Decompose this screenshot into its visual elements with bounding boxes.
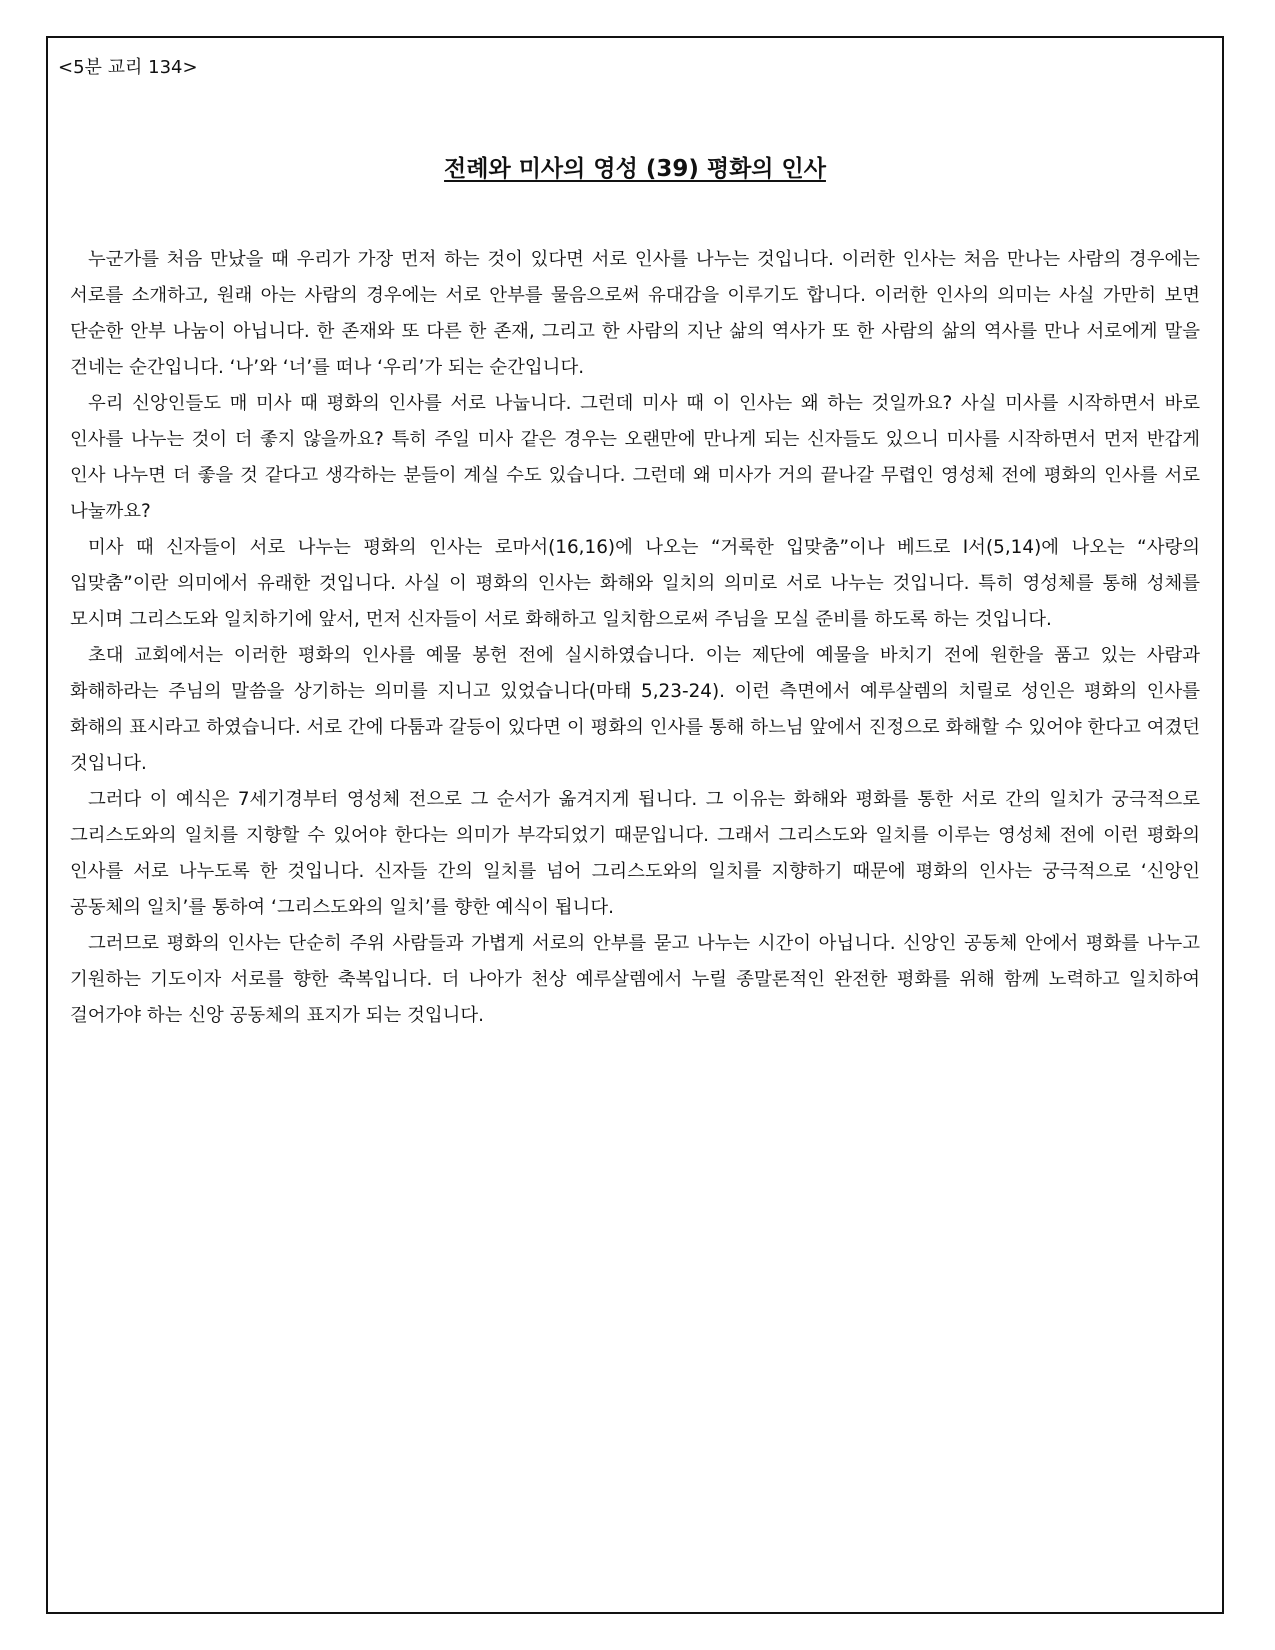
body-paragraph-2: 우리 신앙인들도 매 미사 때 평화의 인사를 서로 나눕니다. 그런데 미사 때 이 인사는 왜 하는 것일까요? 사실 미사를 시작하면서 바로 인사를 나누는 것이 더 좋지 않을까요? 특히 주일 미사 같은 경우는 오랜만에 만나게 되는 신자들도 있으니 미사를 시작하면서 먼저 반갑게 인사 나누면 더 좋을 것 같다고 생각하는 분들이 계실 수도 있습니다. 그런데 왜 미사가 거의 끝나갈 무렵인 영성체 전에 평화의 인사를 서로 나눌까요? [70, 393, 1200, 522]
document-body [70, 242, 1200, 1034]
body-paragraph-5: 그러다 이 예식은 7세기경부터 영성체 전으로 그 순서가 옮겨지게 됩니다. 그 이유는 화해와 평화를 통한 서로 간의 일치가 궁극적으로 그리스도와의 일치를 지향할 수 있어야 한다는 의미가 부각되었기 때문입니다. 그래서 그리스도와 일치를 이루는 영성체 전에 이런 평화의 인사를 서로 나누도록 한 것입니다. 신자들 간의 일치를 넘어 그리스도와의 일치를 지향하기 때문에 평화의 인사는 궁극적으로 ‘신앙인 공동체의 일치’를 통하여 ‘그리스도와의 일치’를 향한 예식이 됩니다. [70, 789, 1200, 918]
body-paragraph-3: 미사 때 신자들이 서로 나누는 평화의 인사는 로마서(16,16)에 나오는 “거룩한 입맞춤”이나 베드로 I서(5,14)에 나오는 “사랑의 입맞춤”이란 의미에서 유래한 것입니다. 사실 이 평화의 인사는 화해와 일치의 의미로 서로 나누는 것입니다. 특히 영성체를 통해 성체를 모시며 그리스도와 일치하기에 앞서, 먼저 신자들이 서로 화해하고 일치함으로써 주님을 모실 준비를 하도록 하는 것입니다. [70, 537, 1200, 630]
document-title [48, 154, 1222, 184]
body-paragraph-6: 그러므로 평화의 인사는 단순히 주위 사람들과 가볍게 서로의 안부를 묻고 나누는 시간이 아닙니다. 신앙인 공동체 안에서 평화를 나누고 기원하는 기도이자 서로를 향한 축복입니다. 더 나아가 천상 예루살렘에서 누릴 종말론적인 완전한 평화를 위해 함께 노력하고 일치하여 걸어가야 하는 신앙 공동체의 표지가 되는 것입니다. [70, 933, 1200, 1026]
series-label: <5분 교리 134> [58, 57, 198, 78]
page-frame [46, 36, 1224, 1614]
body-paragraph-1: 누군가를 처음 만났을 때 우리가 가장 먼저 하는 것이 있다면 서로 인사를 나누는 것입니다. 이러한 인사는 처음 만나는 사람의 경우에는 서로를 소개하고, 원래 아는 사람의 경우에는 서로 안부를 물음으로써 유대감을 이루기도 합니다. 이러한 인사의 의미는 사실 가만히 보면 단순한 안부 나눔이 아닙니다. 한 존재와 또 다른 한 존재, 그리고 한 사람의 지난 삶의 역사가 또 한 사람의 삶의 역사를 만나 서로에게 말을 건네는 순간입니다. ‘나’와 ‘너’를 떠나 ‘우리’가 되는 순간입니다. [70, 249, 1200, 378]
document-title-text: 전례와 미사의 영성 (39) 평화의 인사 [444, 156, 826, 182]
body-paragraph-4: 초대 교회에서는 이러한 평화의 인사를 예물 봉헌 전에 실시하였습니다. 이는 제단에 예물을 바치기 전에 원한을 품고 있는 사람과 화해하라는 주님의 말씀을 상기하는 의미를 지니고 있었습니다(마태 5,23-24). 이런 측면에서 예루살렘의 치릴로 성인은 평화의 인사를 화해의 표시라고 하였습니다. 서로 간에 다툼과 갈등이 있다면 이 평화의 인사를 통해 하느님 앞에서 진정으로 화해할 수 있어야 한다고 여겼던 것입니다. [70, 645, 1200, 774]
